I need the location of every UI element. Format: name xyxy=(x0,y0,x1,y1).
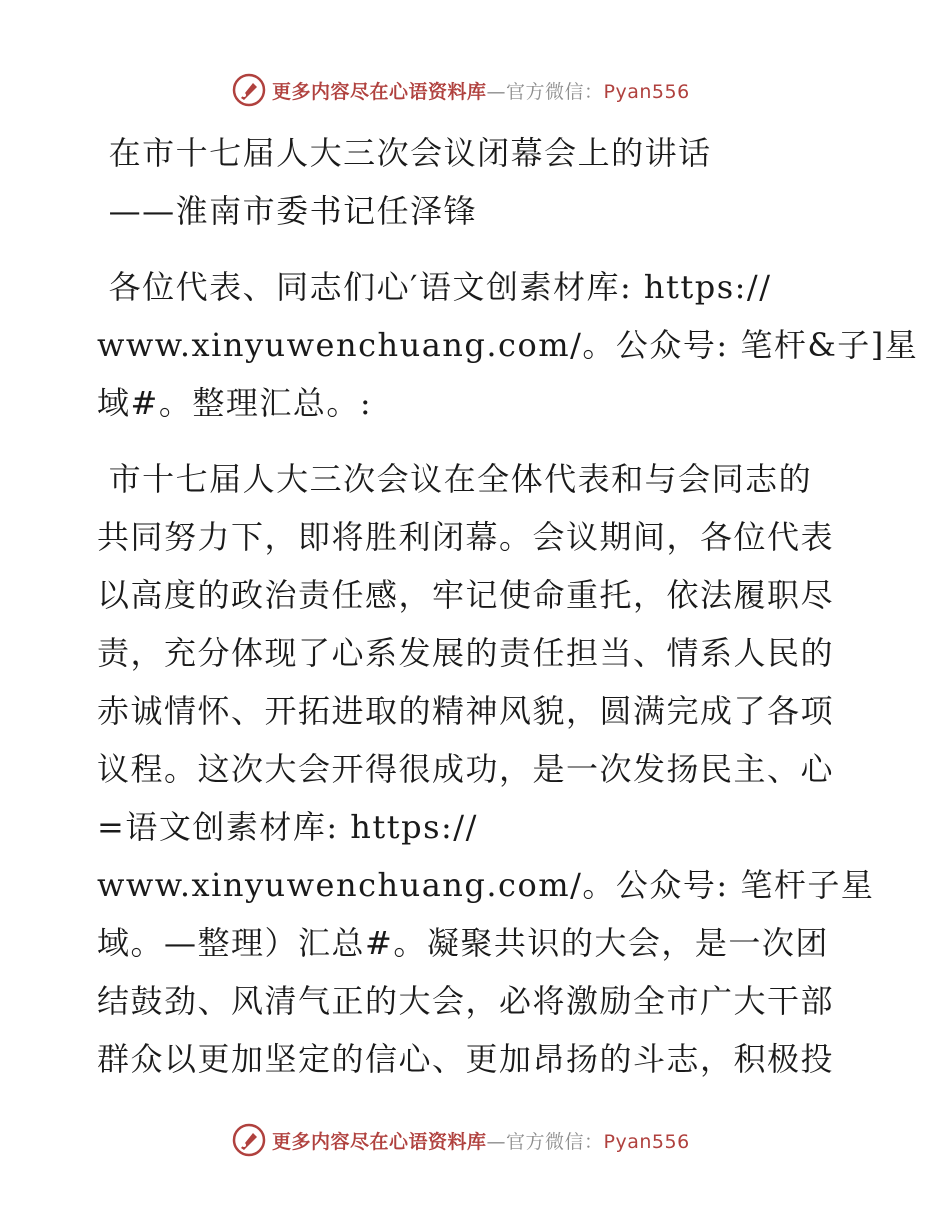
body-line: 共同努力下，即将胜利闭幕。会议期间，各位代表 xyxy=(97,518,835,556)
spacer xyxy=(97,432,857,450)
document-body xyxy=(97,124,919,1088)
banner-wechat-id: Pyan556 xyxy=(603,80,690,103)
pen-nib-logo-icon xyxy=(232,1123,266,1157)
banner-separator: — xyxy=(486,80,507,103)
body-line: 群众以更加坚定的信心、更加昂扬的斗志，积极投 xyxy=(97,1040,835,1078)
body-line: 赤诚情怀、开拓进取的精神风貌，圆满完成了各项 xyxy=(97,692,835,730)
body-line: 市十七届人大三次会议在全体代表和与会同志的 xyxy=(97,460,813,498)
header-banner xyxy=(232,70,732,110)
salutation-line: 各位代表、同志们心′语文创素材库: https:// xyxy=(97,268,772,306)
document-title: 在市十七届人大三次会议闭幕会上的讲话 xyxy=(97,134,712,172)
banner-separator: — xyxy=(486,1130,507,1153)
body-line: 责，充分体现了心系发展的责任担当、情系人民的 xyxy=(97,634,835,672)
document-subtitle: ——淮南市委书记任泽锋 xyxy=(97,192,478,230)
banner-text xyxy=(272,1127,690,1154)
banner-main-text: 更多内容尽在心语资料库 xyxy=(272,1130,487,1153)
banner-main-text: 更多内容尽在心语资料库 xyxy=(272,80,487,103)
pen-nib-logo-icon xyxy=(232,73,266,107)
salutation-line: www.xinyuwenchuang.com/。公众号: 笔杆&子]星 xyxy=(97,326,919,364)
banner-text xyxy=(272,77,690,104)
body-line: 域。—整理）汇总#。凝聚共识的大会，是一次团 xyxy=(97,924,829,962)
body-line: =语文创素材库: https:// xyxy=(97,808,478,846)
spacer xyxy=(97,240,857,258)
body-line: 结鼓劲、风清气正的大会，必将激励全市广大干部 xyxy=(97,982,835,1020)
banner-official-label: 官方微信： xyxy=(506,1130,604,1153)
body-line: www.xinyuwenchuang.com/。公众号: 笔杆子星 xyxy=(97,866,875,904)
body-line: 以高度的政治责任感，牢记使命重托，依法履职尽 xyxy=(97,576,835,614)
banner-official-label: 官方微信： xyxy=(506,80,604,103)
footer-banner xyxy=(232,1120,732,1160)
banner-wechat-id: Pyan556 xyxy=(603,1130,690,1153)
salutation-line: 域#。整理汇总。: xyxy=(97,384,373,422)
body-line: 议程。这次大会开得很成功，是一次发扬民主、心 xyxy=(97,750,835,788)
